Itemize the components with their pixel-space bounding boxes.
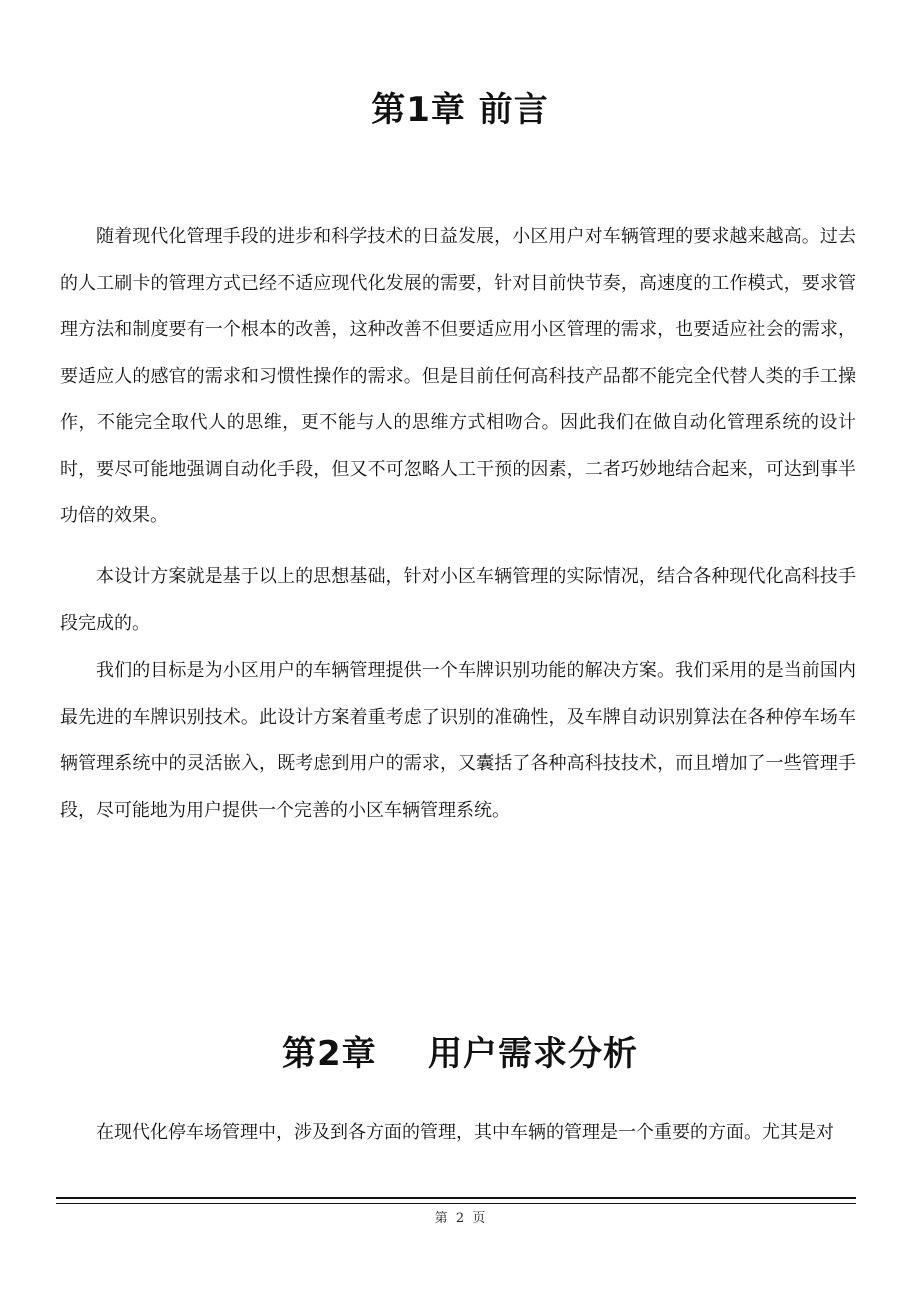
page-number: 第 2 页: [434, 1211, 486, 1226]
chapter-1-paragraph-1: 随着现代化管理手段的进步和科学技术的日益发展，小区用户对车辆管理的要求越来越高。过去的人工刷卡的管理方式已经不适应现代化发展的需要，针对目前快节奏，高速度的工作模式，要求管理方法和制度要有一个根本的改善，这种改善不但要适应用小区管理的需求，也要适应社会的需求，要适应人的感官的需求和习惯性操作的需求。但是目前任何高科技产品都不能完全代替人类的手工操作，不能完全取代人的思维，更不能与人的思维方式相吻合。因此我们在做自动化管理系统的设计时，要尽可能地强调自动化手段，但又不可忽略人工干预的因素，二者巧妙地结合起来，可达到事半功倍的效果。: [60, 226, 856, 526]
chapter-2-paragraph-1: 在现代化停车场管理中，涉及到各方面的管理，其中车辆的管理是一个重要的方面。尤其是对: [96, 1122, 834, 1143]
footer-divider-thick: [56, 1197, 856, 1199]
chapter-1-paragraph-3: 我们的目标是为小区用户的车辆管理提供一个车牌识别功能的解决方案。我们采用的是当前国内最先进的车牌识别技术。此设计方案着重考虑了识别的准确性，及车牌自动识别算法在各种停车场车辆管理系统中的灵活嵌入，既考虑到用户的需求，又囊括了各种高科技技术，而且增加了一些管理手段，尽可能地为用户提供一个完善的小区车辆管理系统。: [60, 660, 856, 821]
chapter-1-paragraph-2: 本设计方案就是基于以上的思想基础，针对小区车辆管理的实际情况，结合各种现代化高科技手段完成的。: [60, 566, 856, 634]
chapter-2-title: 第2章 用户需求分析: [281, 1034, 638, 1074]
footer-divider-thin: [56, 1203, 856, 1204]
chapter-1-title: 第1章 前言: [371, 90, 549, 130]
